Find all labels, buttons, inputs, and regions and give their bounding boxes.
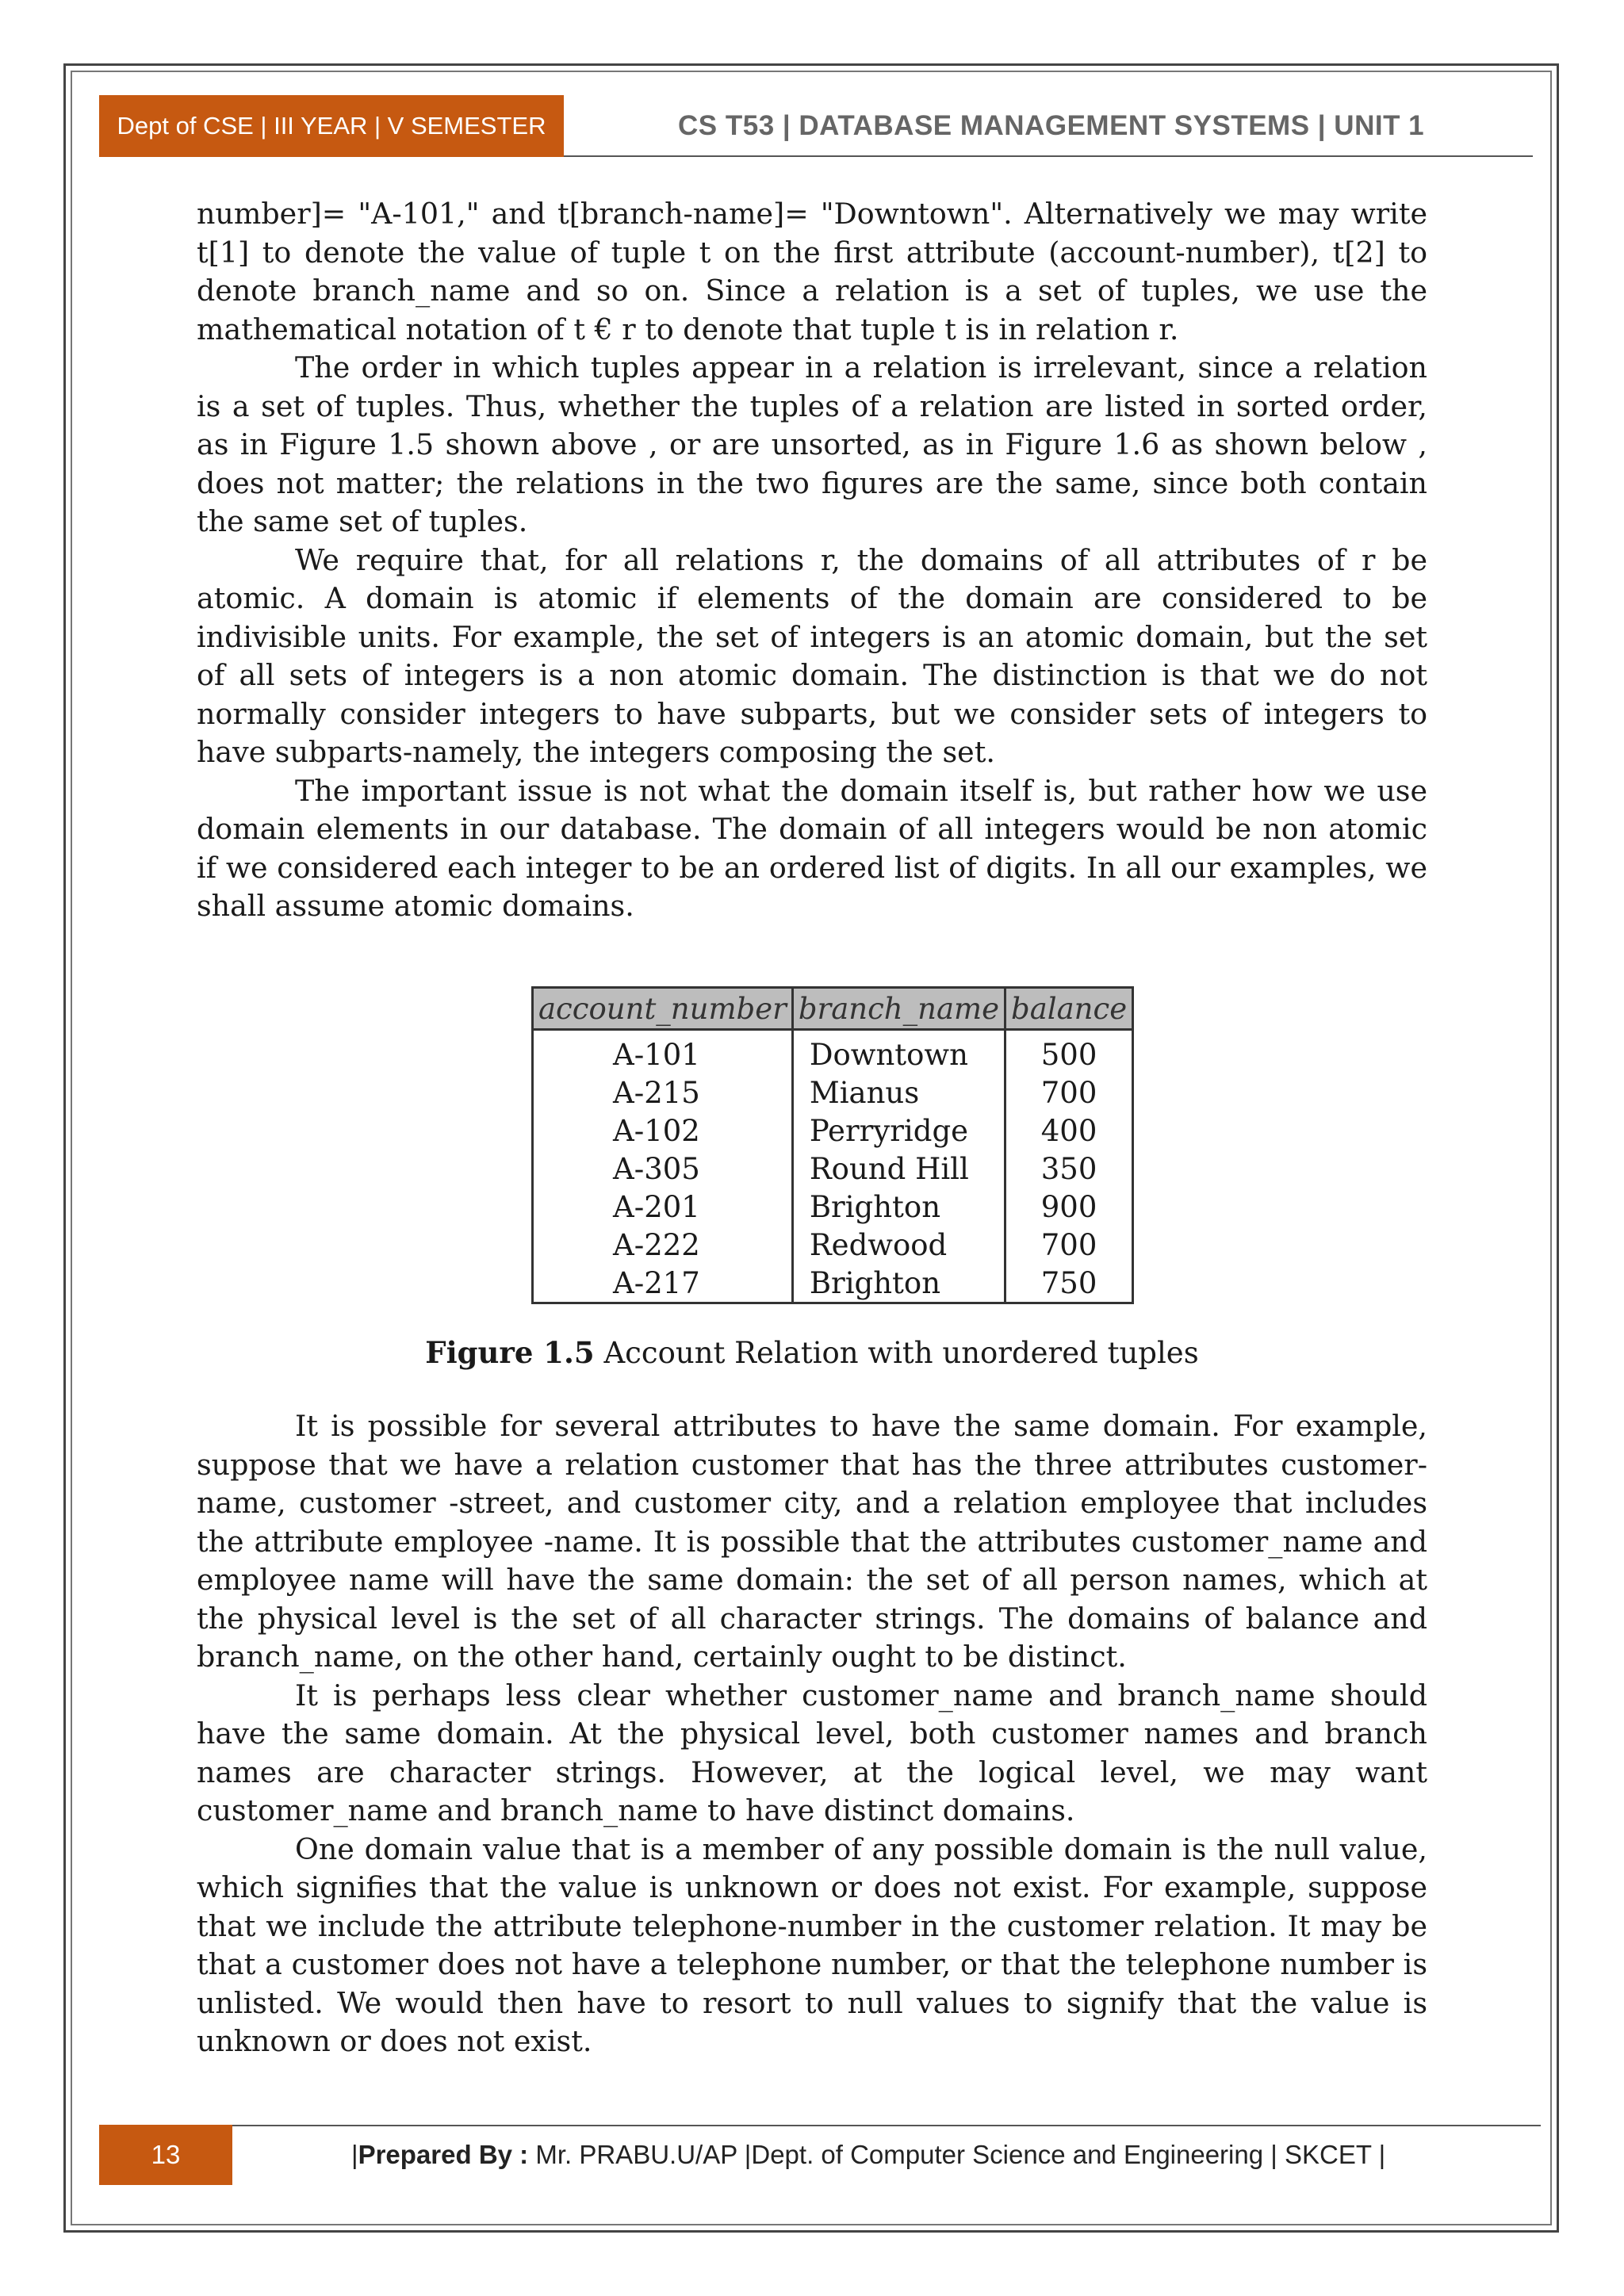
header-dept-tag: Dept of CSE | III YEAR | V SEMESTER xyxy=(99,95,564,157)
column-header-account-number: account_number xyxy=(533,988,793,1030)
page-number: 13 xyxy=(99,2125,232,2185)
footer-credit xyxy=(351,2125,1385,2185)
page-header xyxy=(99,95,1533,157)
figure-caption-label: Figure 1.5 xyxy=(425,1335,595,1370)
figure-caption xyxy=(197,1334,1427,1372)
paragraph: The important issue is not what the domain itself is, but rather how we use domain elements in our database. The domain of all integers would be non atomic if we considered each integer to be an ordered list of digits. In all our examples, we shall assume atomic domains. xyxy=(197,773,1427,923)
cell-branch-name: Mianus xyxy=(792,1073,1005,1112)
table-row xyxy=(533,1112,1133,1150)
footer-prepared-label: Prepared By : xyxy=(358,2140,529,2169)
cell-balance: 900 xyxy=(1005,1188,1133,1226)
table-gap-row xyxy=(533,1030,1133,1036)
table-row xyxy=(533,1073,1133,1112)
cell-balance: 350 xyxy=(1005,1150,1133,1188)
table-header-row xyxy=(533,988,1133,1030)
cell-branch-name: Round Hill xyxy=(792,1150,1005,1188)
cell-balance: 700 xyxy=(1005,1073,1133,1112)
body-text-top xyxy=(197,195,1427,926)
paragraph: number]= "A-101," and t[branch-name]= "Downtown". Alternatively we may write t[1] to denote the value of tuple t on the first attribute (account-number), t[2] to denote branch_name and so on. Since a relation is a set of tuples, we use the mathematical notation of t € r to denote that tuple t is in relation r. xyxy=(197,197,1427,346)
table-row xyxy=(533,1035,1133,1073)
cell-branch-name: Redwood xyxy=(792,1226,1005,1264)
account-relation-figure xyxy=(531,986,1128,1303)
header-rule xyxy=(564,155,1533,157)
figure-caption-text: Account Relation with unordered tuples xyxy=(594,1336,1199,1370)
paragraph: The order in which tuples appear in a relation is irrelevant, since a relation is a set of tuples. Thus, whether the tuples of a relation are listed in sorted order, as in Figure 1.5 shown above , or are unsorted, as in Figure 1.6 as shown below , does not matter; the relations in the two figures are the same, since both contain the same set of tuples. xyxy=(197,350,1427,538)
body-text-bottom xyxy=(197,1407,1427,2061)
cell-balance: 750 xyxy=(1005,1264,1133,1303)
cell-balance: 500 xyxy=(1005,1035,1133,1073)
column-header-balance: balance xyxy=(1005,988,1133,1030)
cell-branch-name: Brighton xyxy=(792,1188,1005,1226)
column-header-branch-name: branch_name xyxy=(792,988,1005,1030)
table-row xyxy=(533,1264,1133,1303)
cell-account-number: A-201 xyxy=(533,1188,793,1226)
header-course-title: CS T53 | DATABASE MANAGEMENT SYSTEMS | UNIT 1 xyxy=(678,110,1425,141)
account-relation-table xyxy=(531,986,1134,1304)
table-row xyxy=(533,1188,1133,1226)
footer-prepared-text: Mr. PRABU.U/AP |Dept. of Computer Science and Engineering | SKCET | xyxy=(528,2140,1386,2169)
cell-balance: 400 xyxy=(1005,1112,1133,1150)
cell-account-number: A-217 xyxy=(533,1264,793,1303)
page-footer xyxy=(99,2125,1541,2185)
table-row xyxy=(533,1150,1133,1188)
cell-account-number: A-305 xyxy=(533,1150,793,1188)
cell-branch-name: Downtown xyxy=(792,1035,1005,1073)
cell-account-number: A-101 xyxy=(533,1035,793,1073)
cell-branch-name: Brighton xyxy=(792,1264,1005,1303)
cell-account-number: A-222 xyxy=(533,1226,793,1264)
paragraph: One domain value that is a member of any possible domain is the null value, which signifies that the value is unknown or does not exist. For example, suppose that we include the attribute telephone-number in the customer relation. It may be that a customer does not have a telephone number, or that the telephone number is unlisted. We would then have to resort to null values to signify that the value is unknown or does not exist. xyxy=(197,1831,1427,2058)
paragraph: It is perhaps less clear whether customer_name and branch_name should have the same domain. At the physical level, both customer names and branch names are character strings. However, at the logical level, we may want customer_name and branch_name to have distinct domains. xyxy=(197,1678,1427,1827)
footer-lead-bar: | xyxy=(351,2140,358,2169)
cell-account-number: A-102 xyxy=(533,1112,793,1150)
table-row xyxy=(533,1226,1133,1264)
cell-balance: 700 xyxy=(1005,1226,1133,1264)
paragraph: It is possible for several attributes to have the same domain. For example, suppose that we have a relation customer that has the three attributes customer-name, customer -street, and customer city, and a relation employee that includes the attribute employee -name. It is possible that the attributes customer_name and employee name will have the same domain: the set of all person names, which at the physical level is the set of all character strings. The domains of balance and branch_name, on the other hand, certainly ought to be distinct. xyxy=(197,1409,1427,1674)
paragraph: We require that, for all relations r, the domains of all attributes of r be atomic. A domain is atomic if elements of the domain are considered to be indivisible units. For example, the set of integers is an atomic domain, but the set of all sets of integers is a non atomic domain. The distinction is that we do not normally consider integers to have subparts, but we consider sets of integers to have subparts-namely, the integers composing the set. xyxy=(197,542,1427,769)
cell-branch-name: Perryridge xyxy=(792,1112,1005,1150)
cell-account-number: A-215 xyxy=(533,1073,793,1112)
